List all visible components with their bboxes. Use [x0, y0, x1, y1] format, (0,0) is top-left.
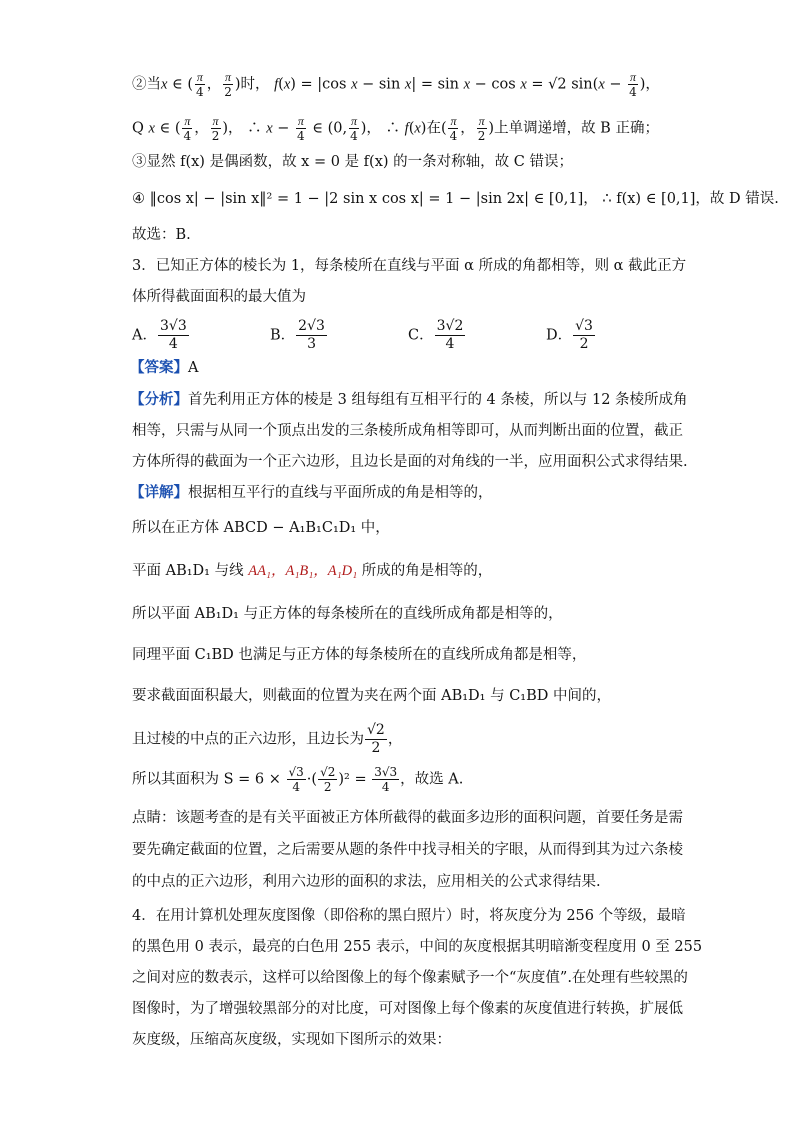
- q3-note-2: 要先确定截面的位置，之后需要从题的条件中找寻相关的字眼，从而得到其为过六条棱: [132, 842, 683, 858]
- solution-line-3: ③显然 f(x) 是偶函数，故 x = 0 是 f(x) 的一条对称轴，故 C 错误；: [132, 154, 573, 170]
- q3-detail-8: 所以其面积为 S = 6 × $\frac{√3}{4}$ ·( $\frac{√2}{2}$ )² = $\frac{3√3}{4}$ ，故选 A.: [132, 765, 464, 794]
- q3-detail-3: 平面 AB₁D₁ 与线 AA₁，A₁B₁，A₁D₁ 所成的角是相等的，: [132, 563, 493, 579]
- q3-stem-2: 体所得截面面积的最大值为: [132, 289, 306, 305]
- solution-line-4: ④ ‖cos x| − |sin x‖² = 1 − |2 sin x cos x| = 1 − |sin 2x| ∈ [0,1]， ∴ f(x) ∈ [0,1]，故 D 错误.: [132, 191, 779, 207]
- detail-tag: 【详解】: [130, 484, 188, 501]
- q4-line-5: 灰度级，压缩高灰度级，实现如下图所示的效果：: [132, 1032, 451, 1048]
- q3-note-1: 点睛：该题考查的是有关平面被正方体所截得的截面多边形的面积问题，首要任务是需: [132, 810, 683, 826]
- solution-line-monotonic: Q x ∈ ( $\frac{\pi}{4}$ ， $\frac{\pi}{2}$ )， ∴ x − $\frac{\pi}{4}$ ∈ (0, $\frac{\pi}{4}$ )， ∴ f(x)在( $\frac{\pi}{4}$ ， $\frac{\pi}{2}$ )上单调递增，故 B 正确；: [132, 114, 659, 143]
- answer-tag: 【答案】: [130, 359, 188, 376]
- option-a: A． $\frac{3√3}{4}$: [132, 318, 187, 352]
- q3-detail-1: 【详解】根据相互平行的直线与平面所成的角是相等的，: [130, 484, 493, 501]
- solution-answer: 故选：B.: [132, 227, 191, 243]
- option-c: C． $\frac{3√2}{4}$: [408, 318, 464, 352]
- q3-detail-6: 要求截面面积最大，则截面的位置为夹在两个面 AB₁D₁ 与 C₁BD 中间的，: [132, 688, 612, 704]
- q3-detail-7: 且过棱的中点的正六边形，且边长为 $\frac{√2}{2}$ ，: [132, 722, 403, 756]
- q4-line-3: 之间对应的数表示，这样可以给图像上的每个像素赋予一个“灰度值”.在处理有些较黑的: [132, 970, 688, 986]
- q4-line-2: 的黑色用 0 表示，最亮的白色用 255 表示，中间的灰度根据其明暗渐变程度用 0 至 255: [132, 939, 703, 955]
- q3-note-3: 的中点的正六边形，利用六边形的面积的求法，应用相关的公式求得结果.: [132, 874, 601, 890]
- option-b: B． $\frac{2√3}{3}$: [270, 318, 325, 352]
- q4-line-4: 图像时，为了增强较黑部分的对比度，可对图像上每个像素的灰度值进行转换，扩展低: [132, 1001, 683, 1017]
- q3-options: [132, 318, 732, 354]
- analysis-tag: 【分析】: [130, 391, 188, 408]
- solution-line-2: ②当x ∈ ( $\frac{\pi}{4}$ ， $\frac{\pi}{2}$ )时， f(x) = |cos x − sin x| = sin x − cos x = √2 sin(x − $\frac{\pi}{4}$ )，: [132, 70, 660, 99]
- q3-detail-2: 所以在正方体 ABCD − A₁B₁C₁D₁ 中，: [132, 520, 390, 536]
- q3-stem-1: 3．已知正方体的棱长为 1，每条棱所在直线与平面 α 所成的角都相等，则 α 截此正方: [132, 258, 687, 274]
- q3-detail-4: 所以平面 AB₁D₁ 与正方体的每条棱所在的直线所成角都是相等的，: [132, 606, 563, 622]
- q3-analysis-2: 相等，只需与从同一个顶点出发的三条棱所成角相等即可，从而判断出面的位置，截正: [132, 423, 683, 439]
- q3-detail-5: 同理平面 C₁BD 也满足与正方体的每条棱所在的直线所成角都是相等，: [132, 647, 587, 663]
- q3-analysis-3: 方体所得的截面为一个正六边形，且边长是面的对角线的一半，应用面积公式求得结果.: [132, 454, 688, 470]
- q3-analysis-1: 【分析】首先利用正方体的棱是 3 组每组有互相平行的 4 条棱，所以与 12 条棱所成角: [130, 391, 688, 408]
- option-d: D． $\frac{√3}{2}$: [546, 318, 593, 352]
- q4-line-1: 4．在用计算机处理灰度图像（即俗称的黑白照片）时，将灰度分为 256 个等级，最暗: [132, 908, 686, 924]
- q3-answer: 【答案】A: [130, 359, 199, 376]
